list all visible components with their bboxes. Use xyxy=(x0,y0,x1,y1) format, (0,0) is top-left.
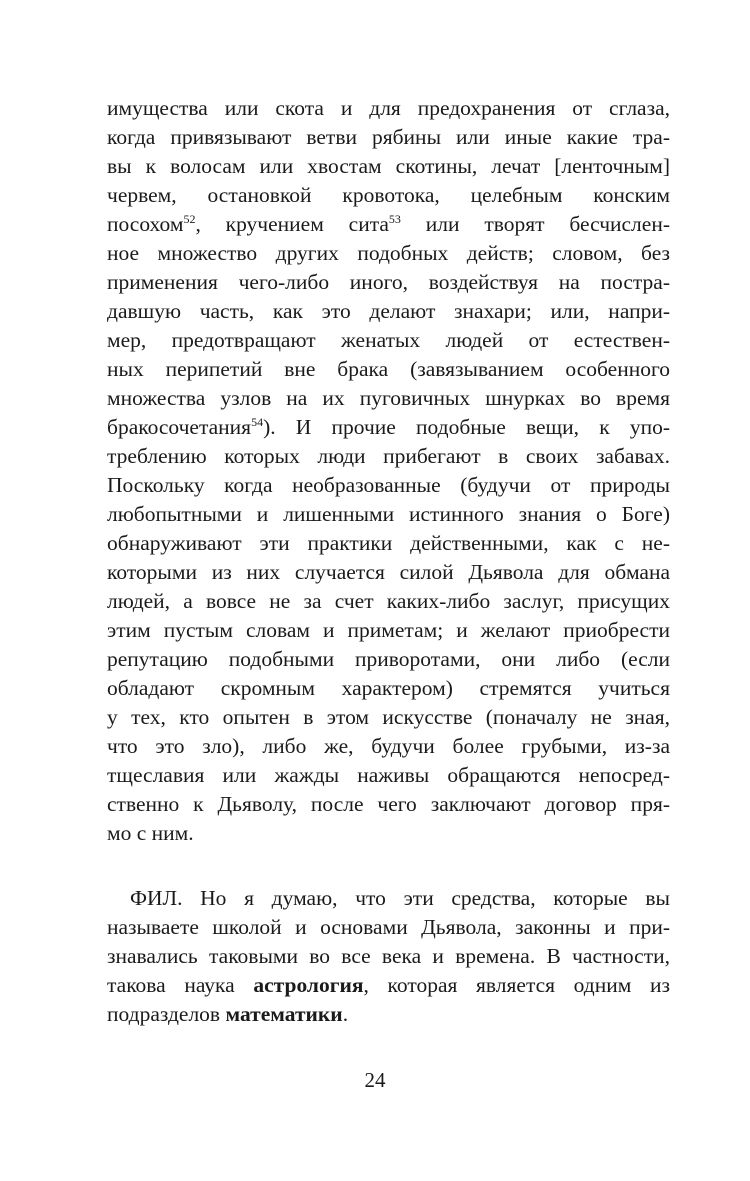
text-span: ). И прочие подобные вещи, к упо- xyxy=(263,415,670,439)
text-line xyxy=(107,971,670,1000)
text-span: подразделов xyxy=(107,1002,226,1026)
text-span: , которая является одним из xyxy=(363,973,671,997)
text-line: у тех, кто опытен в этом искусстве (поначалу не зная, xyxy=(107,705,670,729)
footnote-ref-52[interactable]: 52 xyxy=(183,211,196,226)
text-line: Поскольку когда необразованные (будучи от природы xyxy=(107,473,670,497)
text-line: любопытными и лишенными истинного знания о Боге) xyxy=(107,502,670,526)
page-number: 24 xyxy=(364,1068,386,1092)
text-line: репутацию подобными приворотами, они либо (если xyxy=(107,647,670,671)
text-line: знавались таковыми во все века и времена. В частности, xyxy=(107,944,670,968)
text-line xyxy=(107,1000,670,1029)
text-line: ФИЛ. Но я думаю, что эти средства, которые вы xyxy=(130,886,670,910)
text-line: обнаруживают эти практики действенными, как с не- xyxy=(107,531,670,555)
text-line: этим пустым словам и приметам; и желают приобрести xyxy=(107,618,670,642)
bold-term-astrology: астрология xyxy=(253,973,364,997)
text-line: червем, остановкой кровотока, целебным конским xyxy=(107,183,670,207)
text-line: мо с ним. xyxy=(107,821,194,845)
paragraph-2 xyxy=(107,884,670,1029)
text-line: что это зло), либо же, будучи более грубыми, из-за xyxy=(107,734,670,758)
bold-term-mathematics: математики xyxy=(225,1002,343,1026)
text-line: тщеславия или жажды наживы обращаются непосред- xyxy=(107,763,670,787)
text-span: посохом xyxy=(107,212,184,236)
text-span: бракосочетания xyxy=(107,415,252,439)
text-line: называете школой и основами Дьявола, законны и при- xyxy=(107,915,670,939)
text-line: вы к волосам или хвостам скотины, лечат [ленточным] xyxy=(107,154,670,178)
text-line xyxy=(107,413,670,442)
text-line: которыми из них случается силой Дьявола для обмана xyxy=(107,560,670,584)
text-line: обладают скромным характером) стремятся учиться xyxy=(107,676,670,700)
text-line: множества узлов на их пуговичных шнурках во время xyxy=(107,386,670,410)
footnote-ref-54[interactable]: 54 xyxy=(251,414,264,429)
text-line: давшую часть, как это делают знахари; или, напри- xyxy=(107,299,670,323)
text-line: когда привязывают ветви рябины или иные какие тра- xyxy=(107,125,670,149)
text-span: такова наука xyxy=(107,973,254,997)
text-line: применения чего-либо иного, воздействуя на постра- xyxy=(107,270,670,294)
paragraph-1 xyxy=(107,94,670,848)
text-line: людей, а вовсе не за счет каких-либо заслуг, присущих xyxy=(107,589,670,613)
text-line: ственно к Дьяволу, после чего заключают договор пря- xyxy=(107,792,670,816)
text-line: имущества или скота и для предохранения от сглаза, xyxy=(107,96,670,120)
footnote-ref-53[interactable]: 53 xyxy=(388,211,401,226)
text-line: ных перипетий вне брака (завязыванием особенного xyxy=(107,357,670,381)
text-span: , кручением сита xyxy=(195,212,389,236)
text-span: . xyxy=(342,1002,349,1026)
text-span: или творят бесчислен- xyxy=(400,212,670,236)
text-line: ное множество других подобных действ; словом, без xyxy=(107,241,670,265)
text-line xyxy=(107,210,670,239)
text-line: треблению которых люди прибегают в своих забавах. xyxy=(107,444,670,468)
text-line: мер, предотвращают женатых людей от естествен- xyxy=(107,328,670,352)
